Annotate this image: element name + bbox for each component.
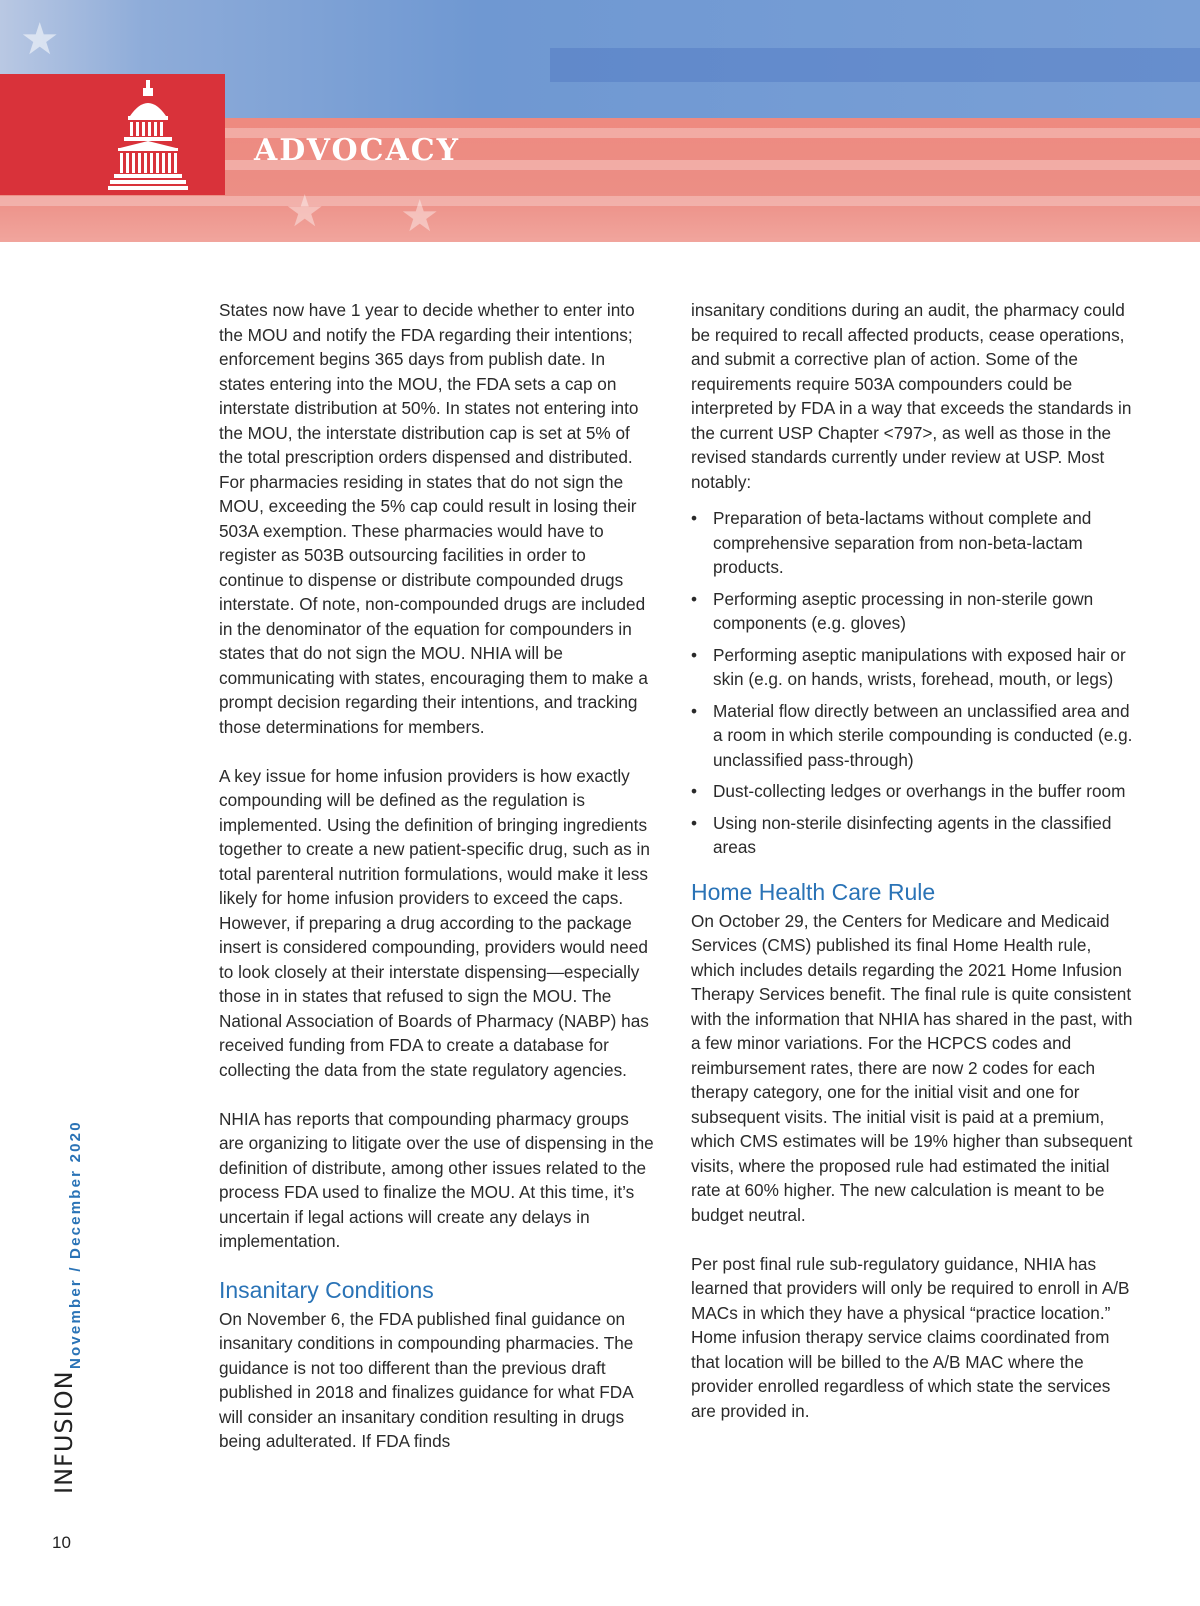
list-item: • Using non-sterile disinfecting agents in the classified areas — [691, 811, 1133, 860]
issue-date: November / December 2020 — [67, 1120, 84, 1369]
paragraph: On November 6, the FDA published final guidance on insanitary conditions in compounding pharmacies. The guidance is not too different than the previous draft published in 2018 and finalizes guidance for what FDA will consider an insanitary condition resulting in drugs being adulterated. If FDA finds — [219, 1308, 634, 1451]
star-decoration-icon: ★ — [20, 15, 60, 64]
list-item: • Dust-collecting ledges or overhangs in the buffer room — [691, 779, 1133, 804]
paragraph: A key issue for home infusion providers is how exactly compounding will be defined as the regulation is implemented. Using the definition of bringing ingredients together to create a new patient-specific drug, such as in total parenteral nutrition formulations, would make it less likely for home infusion providers to exceed the caps. However, if preparing a drug according to the package insert is considered compounding, providers would need to look closely at their interstate dispensing—especially those in in states that refused to sign the MOU. The National Association of Boards of Pharmacy (NABP) has received funding from FDA to create a database for collecting the data from the state regulatory agencies. — [219, 765, 650, 1080]
banner-band — [550, 48, 1200, 82]
bullet-list — [691, 506, 1133, 860]
page-number: 10 — [52, 1533, 71, 1552]
list-item: • Performing aseptic processing in non-sterile gown components (e.g. gloves) — [691, 587, 1133, 636]
star-decoration-icon: ★ — [400, 192, 440, 241]
section-heading-home-health: Home Health Care Rule — [691, 878, 936, 905]
section-title: ADVOCACY — [254, 133, 461, 168]
brand-logo: INFUSION — [50, 1370, 78, 1494]
paragraph: insanitary conditions during an audit, the pharmacy could be required to recall affected products, cease operations, and submit a corrective plan of action. Some of the requirements require 503A compounders could be interpreted by FDA in a way that exceeds the standards in the current USP Chapter <797>, as well as those in the revised standards currently under review at USP. Most notably: — [691, 300, 1132, 492]
paragraph: On October 29, the Centers for Medicare and Medicaid Services (CMS) published its final Home Health rule, which includes details regarding the 2021 Home Infusion Therapy Services benefit. The final rule is quite consistent with the information that NHIA has shared in the past, with a few minor variations. For the HCPCS codes and reimbursement rates, there are now 2 codes for each therapy category, one for the initial visit and one for subsequent visits. The initial visit is paid at a premium, which CMS estimates will be 19% higher than subsequent visits, where the proposed rule had estimated the initial rate at 60% higher. The new calculation is meant to be budget neutral. — [691, 910, 1133, 1225]
capitol-dome-icon — [108, 80, 188, 192]
star-decoration-icon: ★ — [285, 187, 325, 236]
left-column — [219, 298, 654, 1478]
list-item: • Material flow directly between an unclassified area and a room in which sterile compounding is conducted (e.g. unclassified pass-through) — [691, 699, 1133, 773]
section-heading-insanitary: Insanitary Conditions — [219, 1276, 434, 1303]
paragraph: NHIA has reports that compounding pharmacy groups are organizing to litigate over the use of dispensing in the definition of distribute, among other issues related to the process FDA used to finalize the MOU. At this time, it’s uncertain if legal actions will create any delays in implementation. — [219, 1108, 654, 1251]
list-item: • Preparation of beta-lactams without complete and comprehensive separation from non-beta-lactam products. — [691, 506, 1133, 580]
paragraph: States now have 1 year to decide whether to enter into the MOU and notify the FDA regarding their intentions; enforcement begins 365 days from publish date. In states entering into the MOU, the FDA sets a cap on interstate distribution at 50%. In states not entering into the MOU, the interstate distribution cap is set at 5% of the total prescription orders dispensed and distributed. For pharmacies residing in states that do not sign the MOU, exceeding the 5% cap could result in losing their 503A exemption. These pharmacies would have to register as 503B outsourcing facilities in order to continue to dispense or distribute compounded drugs interstate. Of note, non-compounded drugs are included in the denominator of the equation for compounders in states that do not sign the MOU. NHIA will be communicating with states, encouraging them to make a prompt decision regarding their intentions, and tracking those determinations for members. — [219, 300, 648, 737]
paragraph: Per post final rule sub-regulatory guidance, NHIA has learned that providers will only be required to enroll in A/B MACs in which they have a physical “practice location.” Home infusion therapy service claims coordinated from that location will be billed to the A/B MAC where the provider enrolled regardless of which state the services are provided in. — [691, 1253, 1130, 1421]
banner-stripe — [0, 196, 1200, 206]
right-column — [691, 298, 1133, 1448]
header-banner — [0, 0, 1200, 242]
list-item: • Performing aseptic manipulations with exposed hair or skin (e.g. on hands, wrists, forehead, mouth, or legs) — [691, 643, 1133, 692]
